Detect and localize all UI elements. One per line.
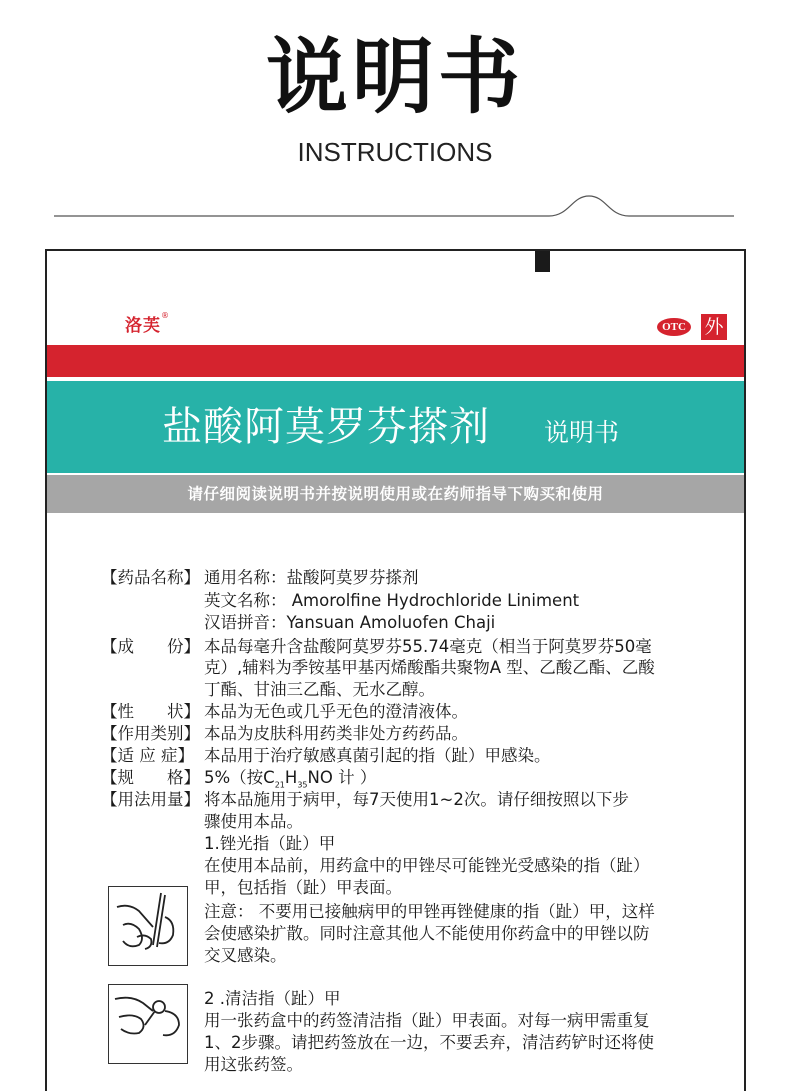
composition-line: 本品每毫升含盐酸阿莫罗芬55.74毫克（相当于阿莫罗芬50毫	[204, 637, 652, 656]
category-text: 本品为皮肤科用药类非处方药药品。	[204, 724, 468, 743]
label-spec: 【规 格】	[101, 768, 200, 787]
character-text: 本品为无色或几乎无色的澄清液体。	[204, 702, 468, 721]
product-banner	[47, 381, 744, 473]
label-composition: 【成 份】	[101, 637, 200, 656]
step1-note: 注意： 不要用已接触病甲的甲锉再锉健康的指（趾）甲，这样	[204, 902, 655, 921]
label-category: 【作用类别】	[101, 724, 200, 743]
product-name: 盐酸阿莫罗芬搽剂	[162, 404, 490, 450]
step1-note: 交叉感染。	[204, 946, 287, 965]
usage-notice: 请仔细阅读说明书并按说明使用或在药师指导下购买和使用	[47, 475, 744, 513]
cleaning-swab-illustration	[108, 984, 188, 1064]
step2-line: 用一张药盒中的药签清洁指（趾）甲表面。对每一病甲需重复	[204, 1011, 650, 1030]
step1-title: 1.锉光指（趾）甲	[204, 834, 336, 853]
usage-line: 骤使用本品。	[204, 812, 303, 831]
brand-logo	[125, 311, 170, 336]
spec-suffix: NO 计 ）	[307, 768, 377, 787]
label-usage: 【用法用量】	[101, 790, 200, 809]
external-use-badge: 外	[701, 314, 727, 340]
composition-line: 丁酯、甘油三乙酯、无水乙醇。	[204, 680, 435, 699]
spec-sub-h: 35	[297, 780, 308, 790]
registered-mark: ®	[161, 311, 170, 320]
otc-badge: OTC	[657, 318, 691, 336]
step1-note: 会使感染扩散。同时注意其他人不能使用你药盒中的甲锉以防	[204, 924, 650, 943]
pinyin-name: 汉语拼音：Yansuan Amoluofen Chaji	[204, 613, 496, 632]
page-title: 说明书	[265, 30, 524, 125]
spec-prefix: 5%（按C	[204, 768, 275, 787]
page-subtitle: INSTRUCTIONS	[297, 137, 493, 167]
step2-line: 1、2步骤。请把药签放在一边，不要丢弃，清洁药铲时还将使	[204, 1033, 654, 1052]
instruction-sheet	[45, 249, 746, 1091]
nail-file-illustration	[108, 886, 188, 966]
step2-title: 2 .清洁指（趾）甲	[204, 989, 341, 1008]
brand-name: 洛芙	[125, 316, 161, 336]
spec-mid: H	[284, 768, 298, 787]
product-suffix: 说明书	[544, 418, 620, 447]
usage-line: 将本品施用于病甲，每7天使用1~2次。请仔细按照以下步	[204, 790, 629, 809]
label-character: 【性 状】	[101, 702, 200, 721]
red-stripe	[47, 345, 744, 377]
step1-line: 在使用本品前，用药盒中的甲锉尽可能锉光受感染的指（趾）	[204, 856, 650, 875]
generic-name: 通用名称：盐酸阿莫罗芬搽剂	[204, 568, 419, 587]
spec-sub-c: 21	[274, 780, 285, 790]
wave-divider	[54, 192, 734, 226]
sheet-notch	[535, 251, 550, 272]
indication-text: 本品用于治疗敏感真菌引起的指（趾）甲感染。	[204, 746, 551, 765]
label-drug-name: 【药品名称】	[101, 568, 200, 587]
label-indication: 【适 应 症】	[101, 746, 194, 765]
english-name: 英文名称： Amorolfine Hydrochloride Liniment	[204, 591, 580, 610]
step2-line: 用这张药签。	[204, 1055, 303, 1074]
step1-line: 甲，包括指（趾）甲表面。	[204, 878, 402, 897]
composition-line: 克）,辅料为季铵基甲基丙烯酸酯共聚物A 型、乙酸乙酯、乙酸	[204, 658, 655, 677]
